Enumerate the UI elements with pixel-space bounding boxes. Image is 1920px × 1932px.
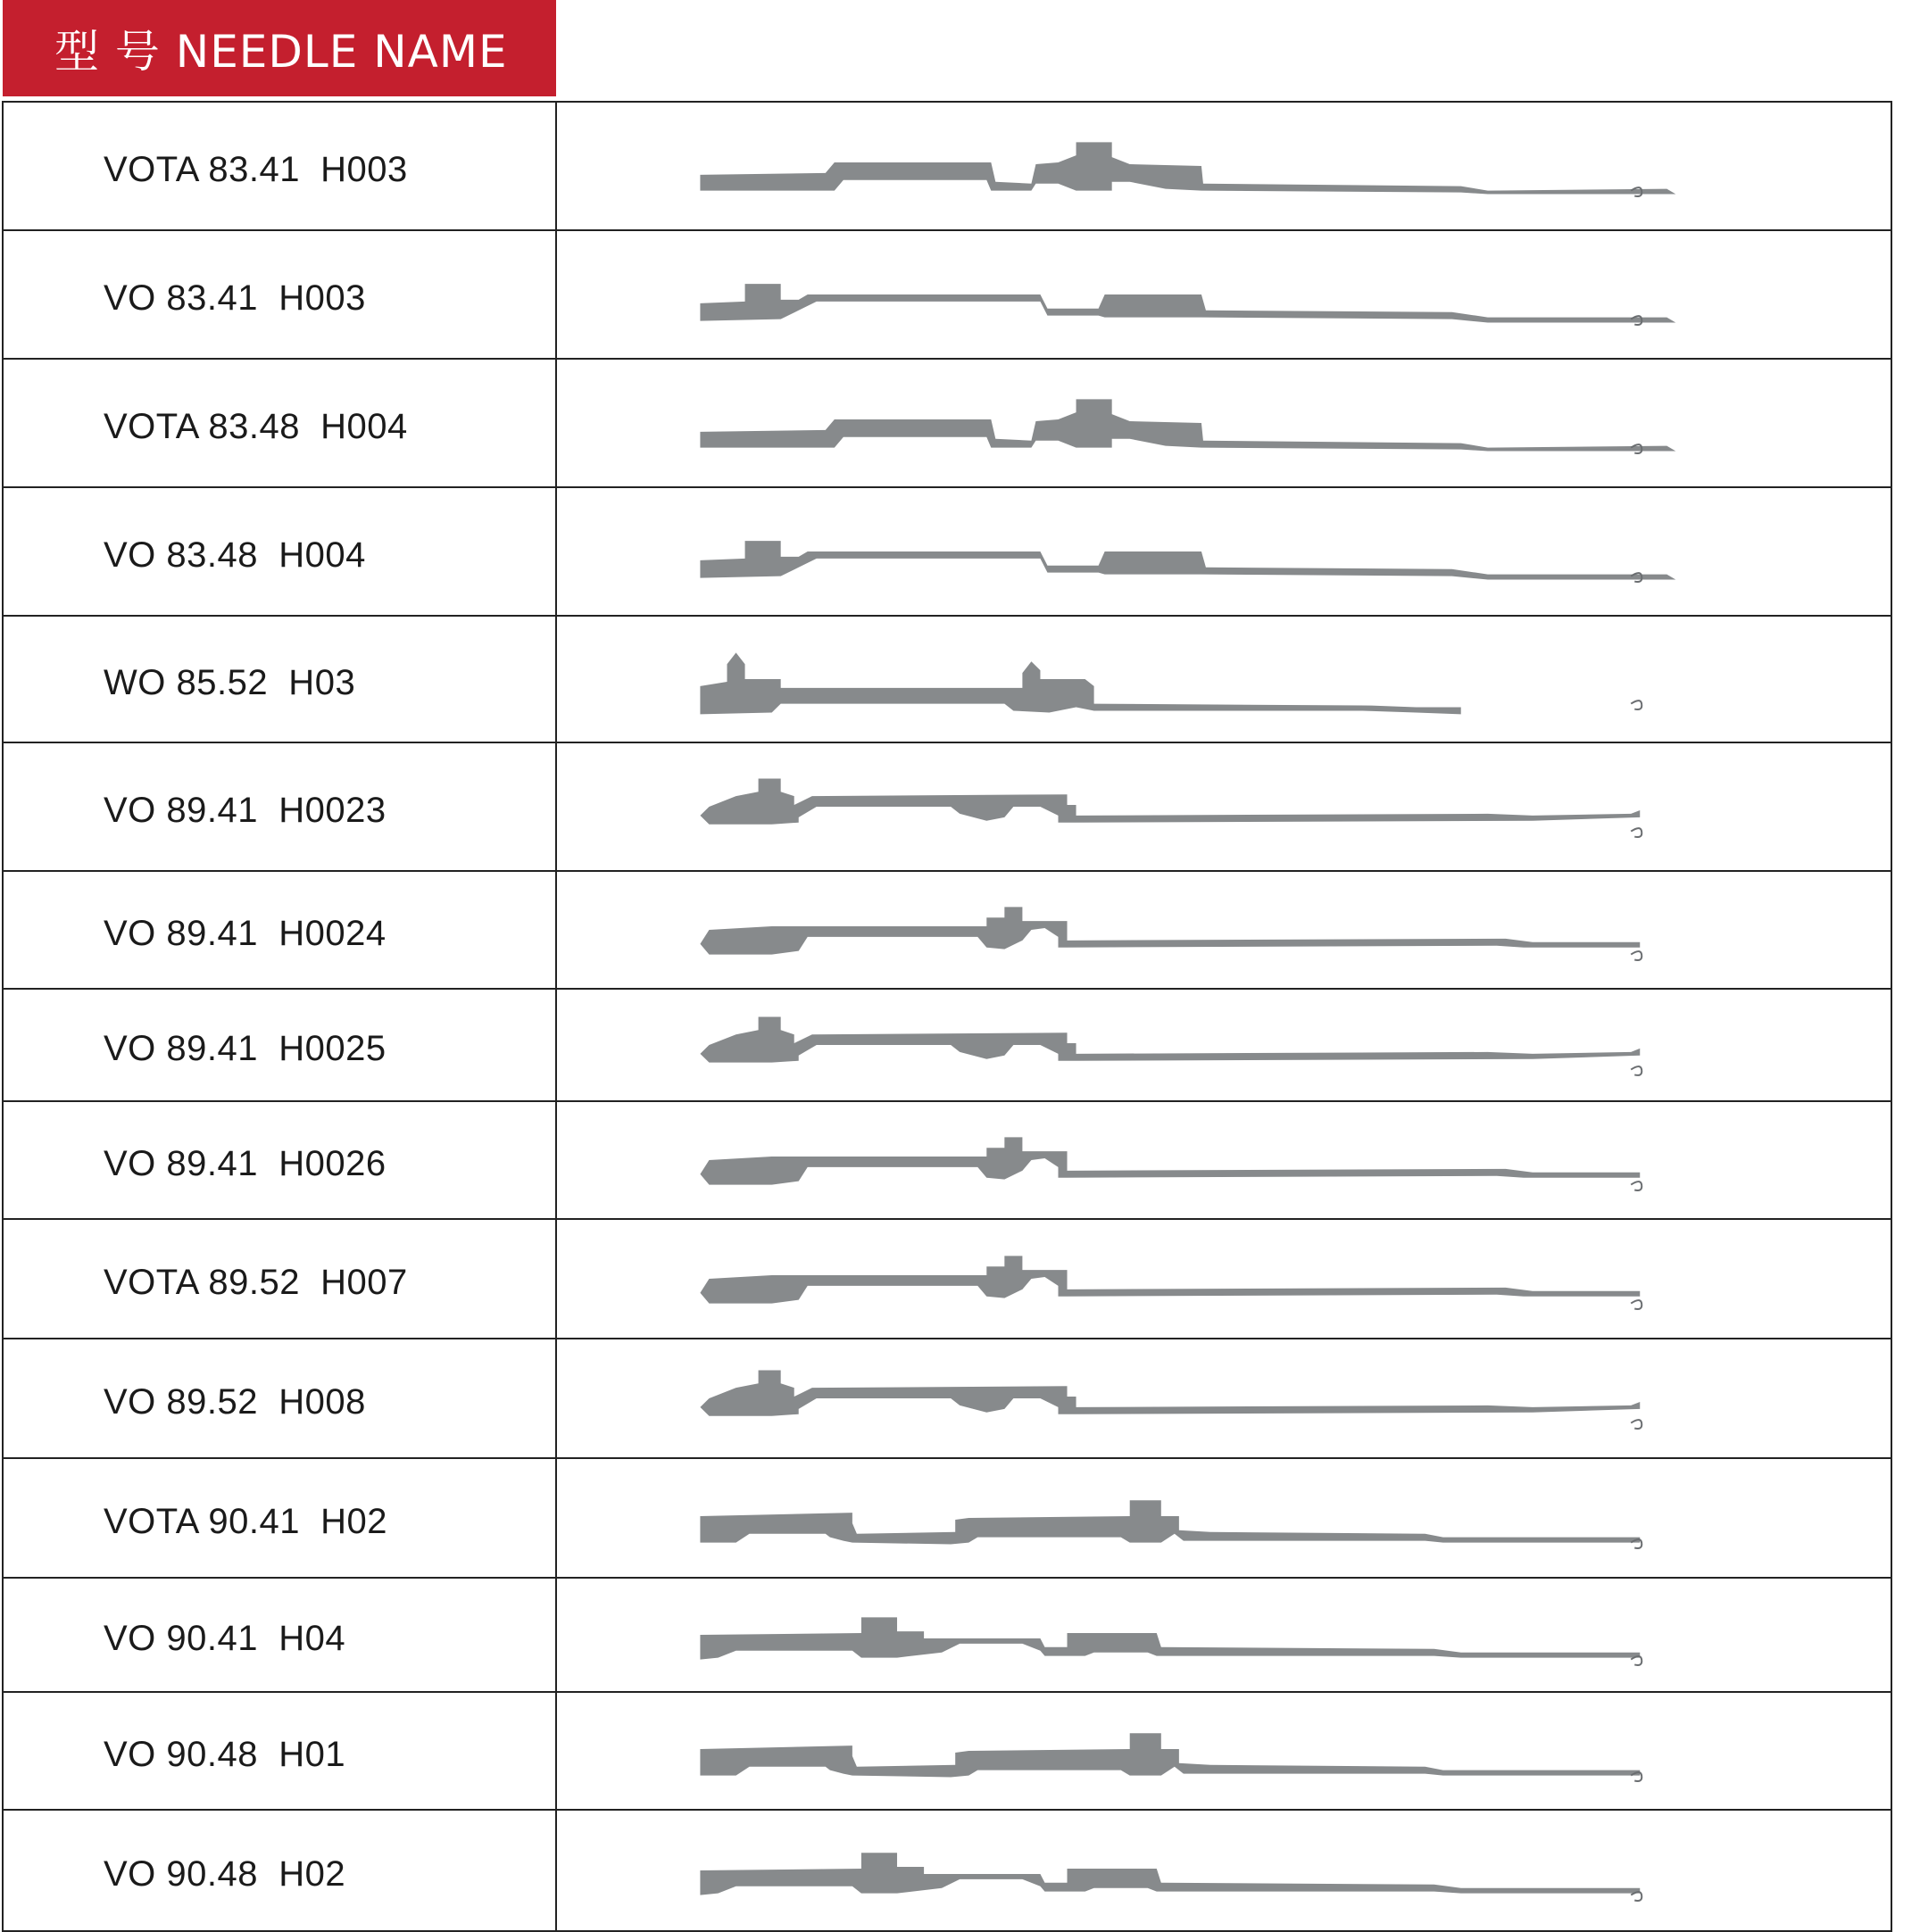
needle-image-cell <box>557 1102 1891 1218</box>
needle-name: VO 89.52 H008 <box>4 1339 557 1457</box>
table-row <box>4 1339 1891 1459</box>
needle-image-cell <box>557 1579 1891 1691</box>
needle-name: VO 89.41 H0025 <box>4 990 557 1100</box>
needle-name: VO 89.41 H0026 <box>4 1102 557 1218</box>
needle-silhouette <box>700 541 1675 579</box>
needle-silhouette <box>700 1137 1640 1184</box>
needle-name: WO 85.52 H03 <box>4 617 557 742</box>
needle-name: VO 90.48 H02 <box>4 1811 557 1930</box>
table-row <box>4 617 1891 743</box>
needle-silhouette <box>700 907 1640 954</box>
needle-name: VO 83.41 H003 <box>4 231 557 358</box>
table-header-needle-name <box>3 0 556 96</box>
needle-drawing <box>557 231 1891 358</box>
table-row <box>4 103 1891 231</box>
needle-name: VO 83.48 H004 <box>4 488 557 615</box>
needle-image-cell <box>557 488 1891 615</box>
needle-image-cell <box>557 1459 1891 1577</box>
needle-drawing <box>557 743 1891 870</box>
needle-silhouette <box>700 1733 1640 1777</box>
needle-silhouette <box>700 284 1675 322</box>
needle-drawing <box>557 103 1891 229</box>
needle-silhouette <box>700 1370 1640 1415</box>
table-row <box>4 488 1891 617</box>
needle-hook <box>1631 701 1642 709</box>
needle-image-cell <box>557 103 1891 229</box>
needle-drawing <box>557 1339 1891 1457</box>
table-row <box>4 1579 1891 1693</box>
needle-hook <box>1631 1300 1642 1309</box>
table-row <box>4 1220 1891 1339</box>
needle-drawing <box>557 1811 1891 1930</box>
needle-name: VO 89.41 H0024 <box>4 872 557 988</box>
needle-drawing <box>557 1102 1891 1218</box>
needle-image-cell <box>557 743 1891 870</box>
table-row <box>4 743 1891 872</box>
needle-name: VOTA 83.48 H004 <box>4 360 557 486</box>
needle-name: VOTA 89.52 H007 <box>4 1220 557 1338</box>
needle-drawing <box>557 1459 1891 1577</box>
needle-hook <box>1631 1420 1642 1429</box>
needle-image-cell <box>557 990 1891 1100</box>
needle-image-cell <box>557 872 1891 988</box>
table-row <box>4 1459 1891 1579</box>
needle-drawing <box>557 1579 1891 1691</box>
needle-drawing <box>557 617 1891 742</box>
needle-hook <box>1631 1066 1642 1075</box>
table-row <box>4 360 1891 488</box>
table-row <box>4 872 1891 990</box>
needle-name: VO 89.41 H0023 <box>4 743 557 870</box>
needle-drawing <box>557 1693 1891 1809</box>
needle-silhouette <box>700 1256 1640 1303</box>
needle-image-cell <box>557 360 1891 486</box>
table-row <box>4 990 1891 1102</box>
needle-name: VOTA 83.41 H003 <box>4 103 557 229</box>
needle-hook <box>1631 1182 1642 1190</box>
needle-image-cell <box>557 1220 1891 1338</box>
table-row <box>4 1811 1891 1932</box>
needle-drawing <box>557 1220 1891 1338</box>
table-row <box>4 1693 1891 1811</box>
needle-table <box>2 101 1892 1932</box>
table-row <box>4 231 1891 360</box>
needle-drawing <box>557 990 1891 1100</box>
needle-name: VO 90.41 H04 <box>4 1579 557 1691</box>
needle-silhouette <box>700 778 1640 824</box>
needle-image-cell <box>557 231 1891 358</box>
table-row <box>4 1102 1891 1220</box>
needle-hook <box>1631 828 1642 837</box>
needle-drawing <box>557 488 1891 615</box>
needle-silhouette <box>700 1617 1640 1659</box>
needle-image-cell <box>557 1811 1891 1930</box>
needle-silhouette <box>700 142 1675 194</box>
needle-drawing <box>557 872 1891 988</box>
needle-name: VO 90.48 H01 <box>4 1693 557 1809</box>
needle-image-cell <box>557 617 1891 742</box>
needle-silhouette <box>700 1500 1640 1544</box>
needle-silhouette <box>700 399 1675 451</box>
needle-silhouette <box>700 652 1460 714</box>
needle-image-cell <box>557 1339 1891 1457</box>
needle-image-cell <box>557 1693 1891 1809</box>
needle-silhouette <box>700 1853 1640 1895</box>
needle-hook <box>1631 951 1642 960</box>
needle-drawing <box>557 360 1891 486</box>
needle-silhouette <box>700 1017 1640 1063</box>
needle-name: VOTA 90.41 H02 <box>4 1459 557 1577</box>
header-title: 型 号 NEEDLE NAME <box>54 26 508 78</box>
